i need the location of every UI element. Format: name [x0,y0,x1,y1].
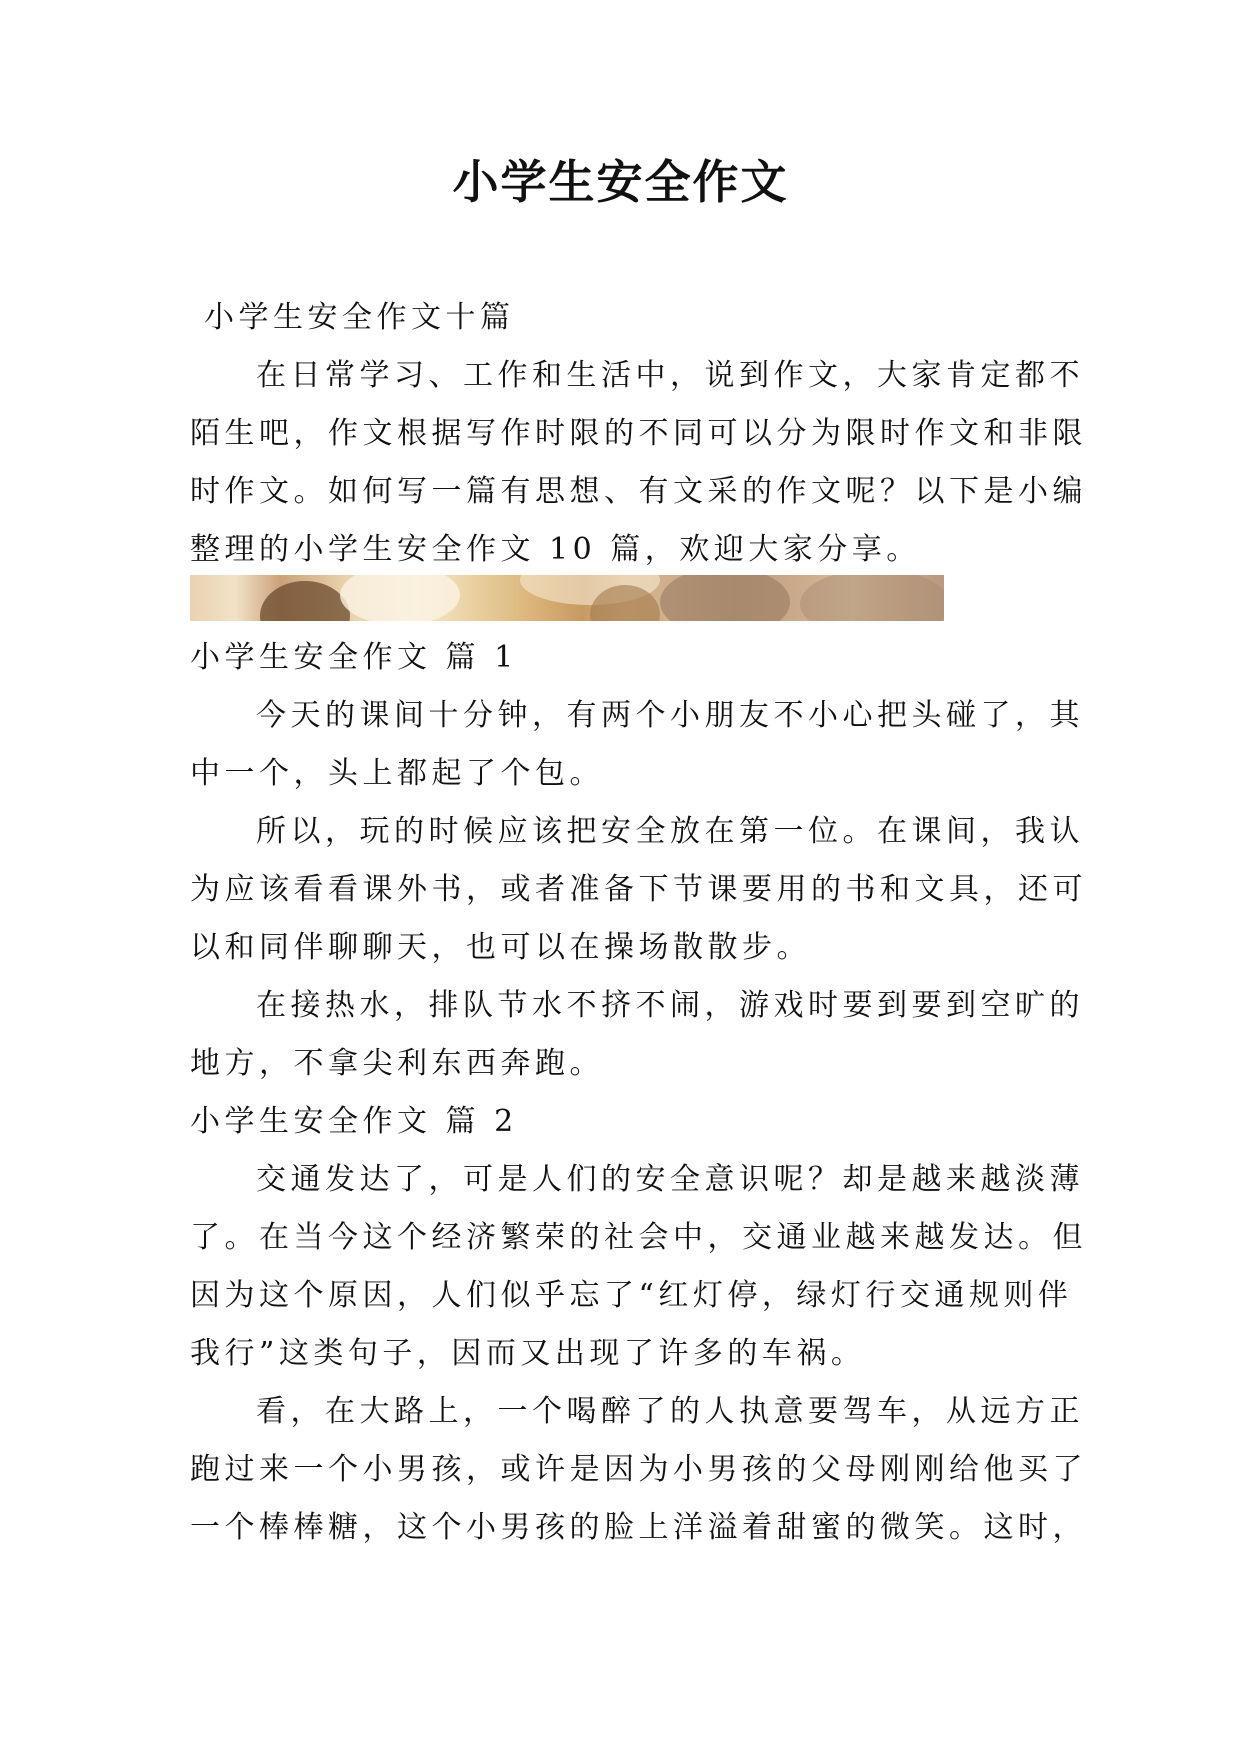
banner-shape [800,575,944,621]
document-subtitle: 小学生安全作文十篇 [204,300,515,335]
text-line: 跑过来一个小男孩，或许是因为小男孩的父母刚刚给他买了 [190,1452,1087,1487]
text-line: 为应该看看课外书，或者准备下节课要用的书和文具，还可 [190,872,1087,907]
essay-section-1 [190,629,1087,1093]
banner-shape [260,581,350,621]
banner-shape [660,575,790,621]
text-line: 了。在当今这个经济繁荣的社会中，交通业越来越发达。但 [190,1220,1087,1255]
section-heading: 小学生安全作文 篇 1 [190,640,518,675]
text-line: 我行”这类句子，因而又出现了许多的车祸。 [190,1336,866,1371]
section-heading: 小学生安全作文 篇 2 [190,1104,518,1139]
text-line: 地方，不拿尖利东西奔跑。 [190,1046,604,1081]
document-body [190,289,1087,1557]
text-line: 交通发达了，可是人们的安全意识呢？却是越来越淡薄 [256,1162,1084,1197]
intro-paragraph [190,347,1087,579]
essay-section-2 [190,1093,1087,1557]
text-line: 所以，玩的时候应该把安全放在第一位。在课间，我认 [256,814,1084,849]
text-line: 中一个，头上都起了个包。 [190,756,604,791]
text-line: 今天的课间十分钟，有两个小朋友不小心把头碰了，其 [256,698,1084,733]
text-line: 在日常学习、工作和生活中，说到作文，大家肯定都不 [256,358,1084,393]
document-title: 小学生安全作文 [452,155,789,209]
text-line: 整理的小学生安全作文 10 篇，欢迎大家分享。 [190,532,921,567]
text-line: 陌生吧，作文根据写作时限的不同可以分为限时作文和非限 [190,416,1087,451]
banner-photo [190,575,944,621]
text-line: 看，在大路上，一个喝醉了的人执意要驾车，从远方正 [256,1394,1084,1429]
text-line: 一个棒棒糖，这个小男孩的脸上洋溢着甜蜜的微笑。这时， [190,1510,1087,1545]
text-line: 以和同伴聊聊天，也可以在操场散散步。 [190,930,811,965]
banner-shape [340,575,460,621]
text-line: 时作文。如何写一篇有思想、有文采的作文呢？以下是小编 [190,474,1087,509]
text-line: 在接热水，排队节水不挤不闹，游戏时要到要到空旷的 [256,988,1084,1023]
text-line: 因为这个原因，人们似乎忘了“红灯停，绿灯行交通规则伴 [190,1278,1073,1313]
